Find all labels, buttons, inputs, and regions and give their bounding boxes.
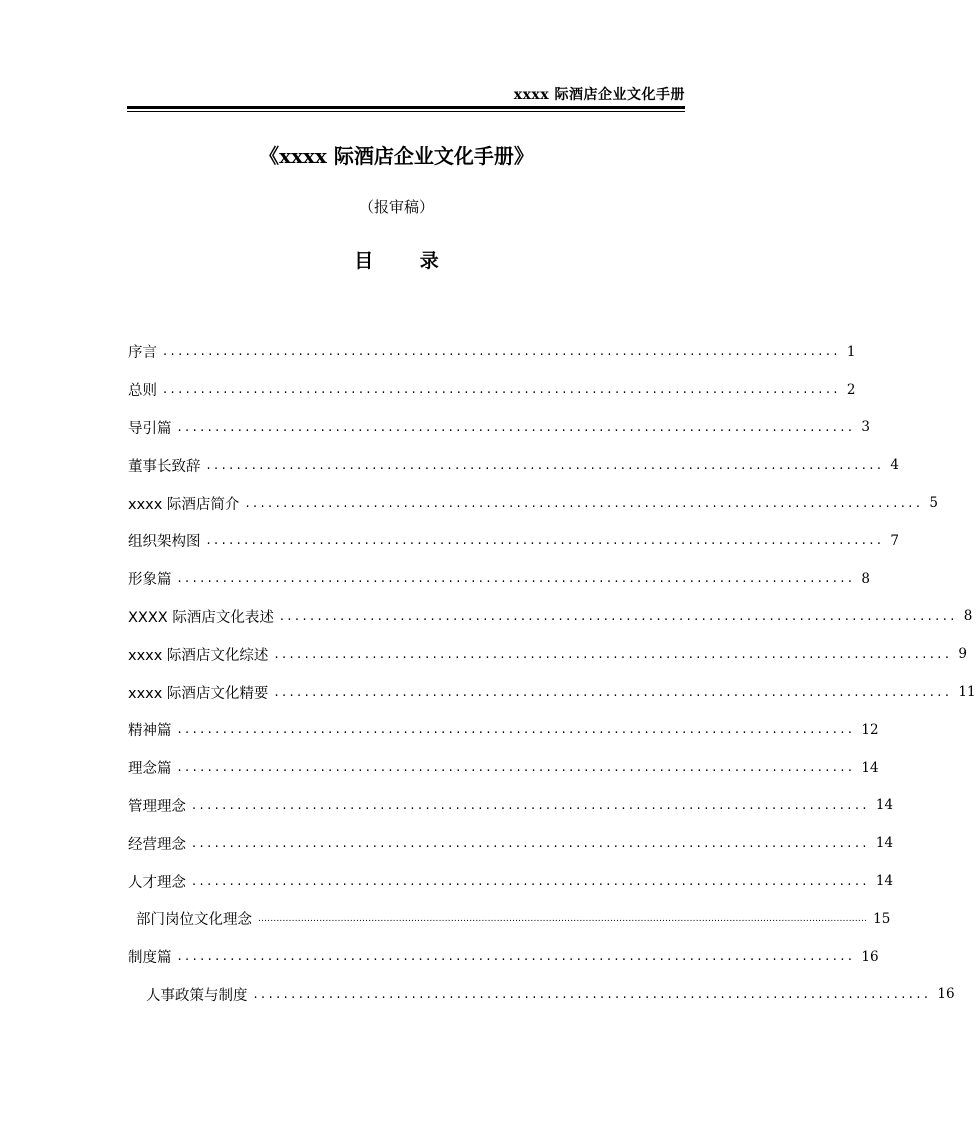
- toc-dot-leader: ..........................................................................................: [177, 419, 856, 435]
- toc-entry-page: 5: [929, 495, 938, 512]
- toc-dot-leader: ..........................................................................................: [163, 382, 841, 398]
- toc-entry[interactable]: [128, 673, 976, 711]
- toc-entry[interactable]: [128, 446, 900, 484]
- toc-dot-leader: .......................................................................................................................................................................................................: [258, 913, 868, 924]
- toc-entry-page: 11: [958, 684, 976, 701]
- toc-dot-leader: ..........................................................................................: [177, 722, 856, 738]
- toc-dot-leader: ..........................................................................................: [274, 646, 953, 662]
- toc-entry-page: 8: [861, 570, 871, 587]
- toc-entry-page: 16: [861, 948, 879, 965]
- toc-dot-leader: ..........................................................................................: [274, 684, 953, 700]
- toc-entry-label: 精神篇: [128, 723, 172, 740]
- toc-entry-label: 形象篇: [128, 572, 172, 589]
- toc-dot-leader: ..........................................................................................: [206, 457, 885, 473]
- toc-entry-page: 9: [958, 646, 967, 663]
- toc-entry-label: xxxx 际酒店文化精要: [128, 685, 269, 702]
- toc-entry-label: 组织架构图: [128, 534, 201, 551]
- toc-entry-label: 导引篇: [128, 420, 172, 437]
- toc-dot-leader: ..........................................................................................: [192, 797, 870, 813]
- toc-entry[interactable]: [128, 635, 967, 673]
- toc-entry-label: 总则: [128, 383, 157, 400]
- toc-entry[interactable]: [128, 824, 894, 862]
- toc-entry-page: 2: [846, 381, 856, 398]
- document-subtitle: （报审稿）: [358, 198, 434, 216]
- toc-dot-leader: ..........................................................................................: [279, 608, 958, 624]
- toc-dot-leader: ..........................................................................................: [253, 986, 932, 1002]
- toc-entry[interactable]: [128, 900, 891, 938]
- toc-entry-page: 8: [963, 608, 973, 625]
- table-of-contents: [128, 333, 976, 1013]
- toc-entry-label: 董事长致辞: [128, 458, 201, 475]
- toc-entry-page: 1: [846, 343, 856, 360]
- toc-entry-page: 4: [890, 457, 900, 474]
- toc-entry-label: 人才理念: [128, 874, 186, 891]
- toc-entry-label: xxxx 际酒店文化综述: [128, 647, 269, 664]
- toc-entry[interactable]: [128, 484, 938, 522]
- toc-entry-page: 7: [890, 532, 900, 549]
- toc-entry-page: 14: [875, 873, 894, 890]
- toc-entry-label: 部门岗位文化理念: [136, 912, 252, 929]
- running-header-title: xxxx 际酒店企业文化手册: [513, 87, 685, 103]
- toc-entry-label: XXXX 际酒店文化表述: [128, 609, 274, 626]
- toc-entry[interactable]: [128, 976, 955, 1014]
- toc-entry-label: 序言: [128, 345, 157, 362]
- toc-entry[interactable]: [128, 749, 879, 787]
- toc-entry-page: 16: [937, 986, 955, 1003]
- toc-heading: 目 录: [354, 250, 459, 272]
- toc-entry[interactable]: [128, 862, 894, 900]
- header-rule-thick: [127, 106, 685, 109]
- toc-dot-leader: ..........................................................................................: [177, 949, 856, 965]
- toc-entry[interactable]: [128, 711, 879, 749]
- toc-entry-label: 理念篇: [128, 761, 172, 778]
- toc-entry[interactable]: [128, 560, 871, 598]
- toc-entry[interactable]: [128, 938, 879, 976]
- document-title: 《xxxx 际酒店企业文化手册》: [259, 144, 534, 168]
- toc-dot-leader: ..........................................................................................: [177, 760, 856, 776]
- toc-dot-leader: ..........................................................................................: [177, 571, 856, 587]
- toc-entry-page: 3: [861, 419, 871, 436]
- toc-entry-page: 14: [875, 835, 894, 852]
- toc-entry-label: 经营理念: [128, 836, 186, 853]
- toc-dot-leader: ..........................................................................................: [192, 835, 870, 851]
- toc-entry[interactable]: [128, 333, 856, 371]
- toc-entry-page: 14: [861, 759, 879, 776]
- toc-entry-page: 15: [873, 910, 891, 927]
- toc-entry[interactable]: [128, 787, 894, 825]
- toc-entry[interactable]: [128, 409, 871, 447]
- toc-entry-page: 14: [875, 797, 894, 814]
- toc-entry[interactable]: [128, 371, 856, 409]
- toc-entry[interactable]: [128, 522, 900, 560]
- toc-dot-leader: ..........................................................................................: [163, 344, 841, 360]
- toc-entry[interactable]: [128, 598, 973, 636]
- toc-entry-page: 12: [861, 721, 879, 738]
- toc-dot-leader: ..........................................................................................: [206, 533, 885, 549]
- header-rule-thin: [127, 111, 685, 112]
- toc-entry-label: 制度篇: [128, 950, 172, 967]
- toc-entry-label: 人事政策与制度: [146, 987, 248, 1004]
- toc-dot-leader: ..........................................................................................: [192, 873, 870, 889]
- toc-dot-leader: ..........................................................................................: [245, 495, 924, 511]
- toc-entry-label: 管理理念: [128, 798, 186, 815]
- toc-entry-label: xxxx 际酒店简介: [128, 496, 240, 513]
